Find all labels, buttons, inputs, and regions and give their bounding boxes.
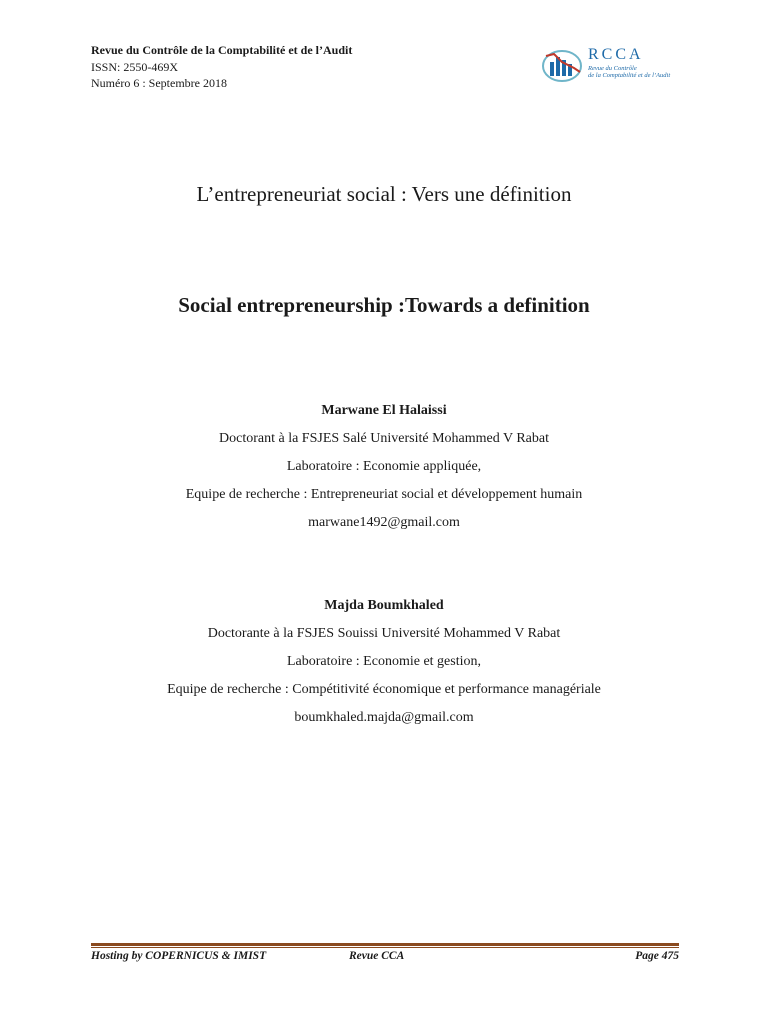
footer-divider-thick [91, 943, 679, 946]
author-team: Equipe de recherche : Compétitivité économique et performance managériale [167, 682, 601, 697]
footer-divider-thin [91, 947, 679, 948]
journal-name: Revue du Contrôle de la Comptabilité et de l’Audit [91, 43, 353, 57]
title-french: L’entrepreneuriat social : Vers une définition [196, 182, 572, 206]
author-position: Doctorante à la FSJES Souissi Université Mohammed V Rabat [207, 626, 561, 641]
rcca-logo [540, 42, 700, 86]
title-english: Social entrepreneurship :Towards a definition [178, 293, 590, 317]
footer-hosting: Hosting by COPERNICUS & IMIST [91, 950, 267, 962]
author-lab: Laboratoire : Economie et gestion, [287, 654, 481, 669]
logo-subtitle-line2: de la Comptabilité et de l’Audit [588, 72, 671, 79]
footer-divider [91, 943, 679, 948]
author-block [0, 592, 768, 732]
rcca-logo-icon [540, 42, 586, 86]
author-lab: Laboratoire : Economie appliquée, [286, 459, 482, 474]
logo-subtitle [588, 65, 698, 79]
author-name: Marwane El Halaissi [321, 403, 447, 418]
author-team: Equipe de recherche : Entrepreneuriat social et développement humain [185, 487, 583, 502]
journal-issn: ISSN: 2550-469X [91, 59, 179, 74]
author-block [0, 397, 768, 537]
journal-issue: Numéro 6 : Septembre 2018 [91, 76, 227, 90]
author-position: Doctorant à la FSJES Salé Université Mohammed V Rabat [219, 431, 549, 446]
author-email: boumkhaled.majda@gmail.com [294, 710, 474, 725]
footer-page-number: Page 475 [635, 950, 679, 962]
logo-subtitle-line1: Revue du Contrôle [588, 65, 637, 72]
author-email: marwane1492@gmail.com [308, 515, 460, 530]
journal-header [91, 42, 352, 92]
logo-acronym: RCCA [588, 46, 644, 63]
author-name: Majda Boumkhaled [324, 598, 444, 613]
footer-journal: Revue CCA [349, 950, 405, 962]
